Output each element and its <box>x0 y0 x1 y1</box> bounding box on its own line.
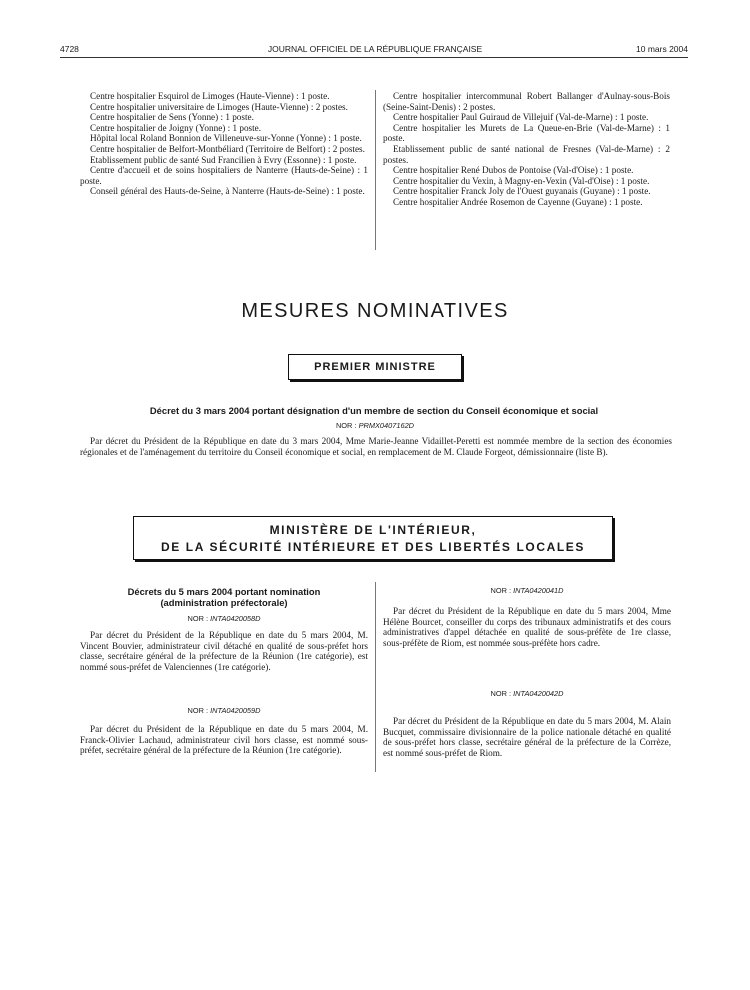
list-item: Conseil général des Hauts-de-Seine, à Nanterre (Hauts-de-Seine) : 1 poste. <box>90 186 365 197</box>
nor-label: NOR : <box>335 421 357 430</box>
list-item: Etablissement public de santé Sud Francilien à Evry (Essonne) : 1 poste. <box>90 154 357 165</box>
top-left-column <box>80 91 368 197</box>
nor-label: NOR : <box>490 586 512 595</box>
list-item: Centre hospitalier Esquirol de Limoges (Haute-Vienne) : 1 poste. <box>90 91 330 101</box>
decree-title: Décret du 3 mars 2004 portant désignation d'un membre de section du Conseil économique et social <box>149 405 599 416</box>
page-number: 4728 <box>60 44 79 54</box>
ministere-heading <box>133 516 613 560</box>
list-item: Centre hospitalier du Vexin, à Magny-en-Vexin (Val-d'Oise) : 1 poste. <box>393 175 650 186</box>
journal-title: JOURNAL OFFICIEL DE LA RÉPUBLIQUE FRANÇAISE <box>267 44 483 54</box>
list-item: Hôpital local Roland Bonnion de Villeneuve-sur-Yonne (Yonne) : 1 poste. <box>90 133 362 144</box>
premier-ministre-heading: PREMIER MINISTRE <box>288 354 462 380</box>
decree-text: Par décret du Président de la République en date du 3 mars 2004, Mme Marie-Jeanne Vidaillet-Peretti est nommée membre de la section des économies régionales et de l'aménagement du territoire du Conseil économique et social, en remplacement de M. Claude Forgeot, démissionnaire (liste B). <box>80 436 672 457</box>
list-item: Centre hospitalier universitaire de Limoges (Haute-Vienne) : 2 postes. <box>90 101 348 112</box>
top-right-column <box>383 91 670 208</box>
nor-reference <box>80 614 368 623</box>
list-item: Etablissement public de santé national de Fresnes (Val-de-Marne) : 2 postes. <box>383 143 670 165</box>
nor-reference <box>0 421 750 430</box>
decree-text: Par décret du Président de la République en date du 5 mars 2004, Mme Hélène Bourcet, conseiller du corps des tribunaux administratifs et des cours administratives d'appel détachée en qualité de sous-préfète de 1re classe, sous-préfète de Riom, est nommée sous-préfète hors cadre. <box>383 606 671 648</box>
column-divider <box>375 582 376 772</box>
decree-text: Par décret du Président de la République en date du 5 mars 2004, M. Vincent Bouvier, administrateur civil détaché en qualité de sous-préfet hors classe, secrétaire général de la préfecture de la Réunion (1re catégorie), est nommé sous-préfet de Valenciennes (1re catégorie). <box>80 630 368 672</box>
list-item: Centre d'accueil et de soins hospitaliers de Nanterre (Hauts-de-Seine) : 1 poste. <box>80 165 368 186</box>
decrees-title <box>80 586 368 608</box>
nor-code: INTA0420059D <box>210 706 261 715</box>
issue-date: 10 mars 2004 <box>636 44 688 54</box>
section-heading: MESURES NOMINATIVES <box>241 300 509 322</box>
nor-code: INTA0420041D <box>513 586 564 595</box>
nor-reference <box>80 706 368 715</box>
list-item: Centre hospitalier de Joigny (Yonne) : 1 poste. <box>90 122 262 133</box>
list-item: Centre hospitalier les Murets de La Queue-en-Brie (Val-de-Marne) : 1 poste. <box>383 122 670 144</box>
nor-reference <box>383 586 671 595</box>
nor-label: NOR : <box>490 689 512 698</box>
list-item: Centre hospitalier Franck Joly de l'Ouest guyanais (Guyane) : 1 poste. <box>393 186 651 197</box>
decree-text: Par décret du Président de la République en date du 5 mars 2004, M. Alain Bucquet, commissaire divisionnaire de la police nationale détaché en qualité de sous-préfet hors classe, secrétaire général de la préfecture de la Corrèze, est nommé sous-préfet de Riom. <box>383 716 671 758</box>
list-item: Centre hospitalier René Dubos de Pontoise (Val-d'Oise) : 1 poste. <box>393 165 634 176</box>
header-rule <box>60 57 688 58</box>
nor-label: NOR : <box>187 614 209 623</box>
nor-code: INTA0420042D <box>513 689 564 698</box>
decree-text: Par décret du Président de la République en date du 5 mars 2004, M. Franck-Olivier Lachaud, administrateur civil hors classe, est nommé sous-préfet, secrétaire général de la préfecture de la Réunion (1re catégorie). <box>80 724 368 756</box>
list-item: Centre hospitalier de Sens (Yonne) : 1 poste. <box>90 112 254 123</box>
ministere-heading-line1: MINISTÈRE DE L'INTÉRIEUR, <box>269 523 477 537</box>
nor-label: NOR : <box>187 706 209 715</box>
decrees-title-line2: (administration préfectorale) <box>160 597 288 608</box>
ministere-heading-line2: DE LA SÉCURITÉ INTÉRIEURE ET DES LIBERTÉS LOCALES <box>161 540 585 554</box>
list-item: Centre hospitalier intercommunal Robert Ballanger d'Aulnay-sous-Bois (Seine-Saint-Denis) : 2 postes. <box>383 91 670 112</box>
list-item: Centre hospitalier de Belfort-Montbéliard (Territoire de Belfort) : 2 postes. <box>90 143 365 154</box>
column-divider <box>375 90 376 250</box>
list-item: Centre hospitalier Andrée Rosemon de Cayenne (Guyane) : 1 poste. <box>393 196 643 207</box>
nor-reference <box>383 689 671 698</box>
decrees-title-line1: Décrets du 5 mars 2004 portant nomination <box>127 586 321 597</box>
list-item: Centre hospitalier Paul Guiraud de Villejuif (Val-de-Marne) : 1 poste. <box>393 112 649 123</box>
nor-code: INTA0420058D <box>210 614 261 623</box>
nor-code: PRMX0407162D <box>358 421 415 430</box>
